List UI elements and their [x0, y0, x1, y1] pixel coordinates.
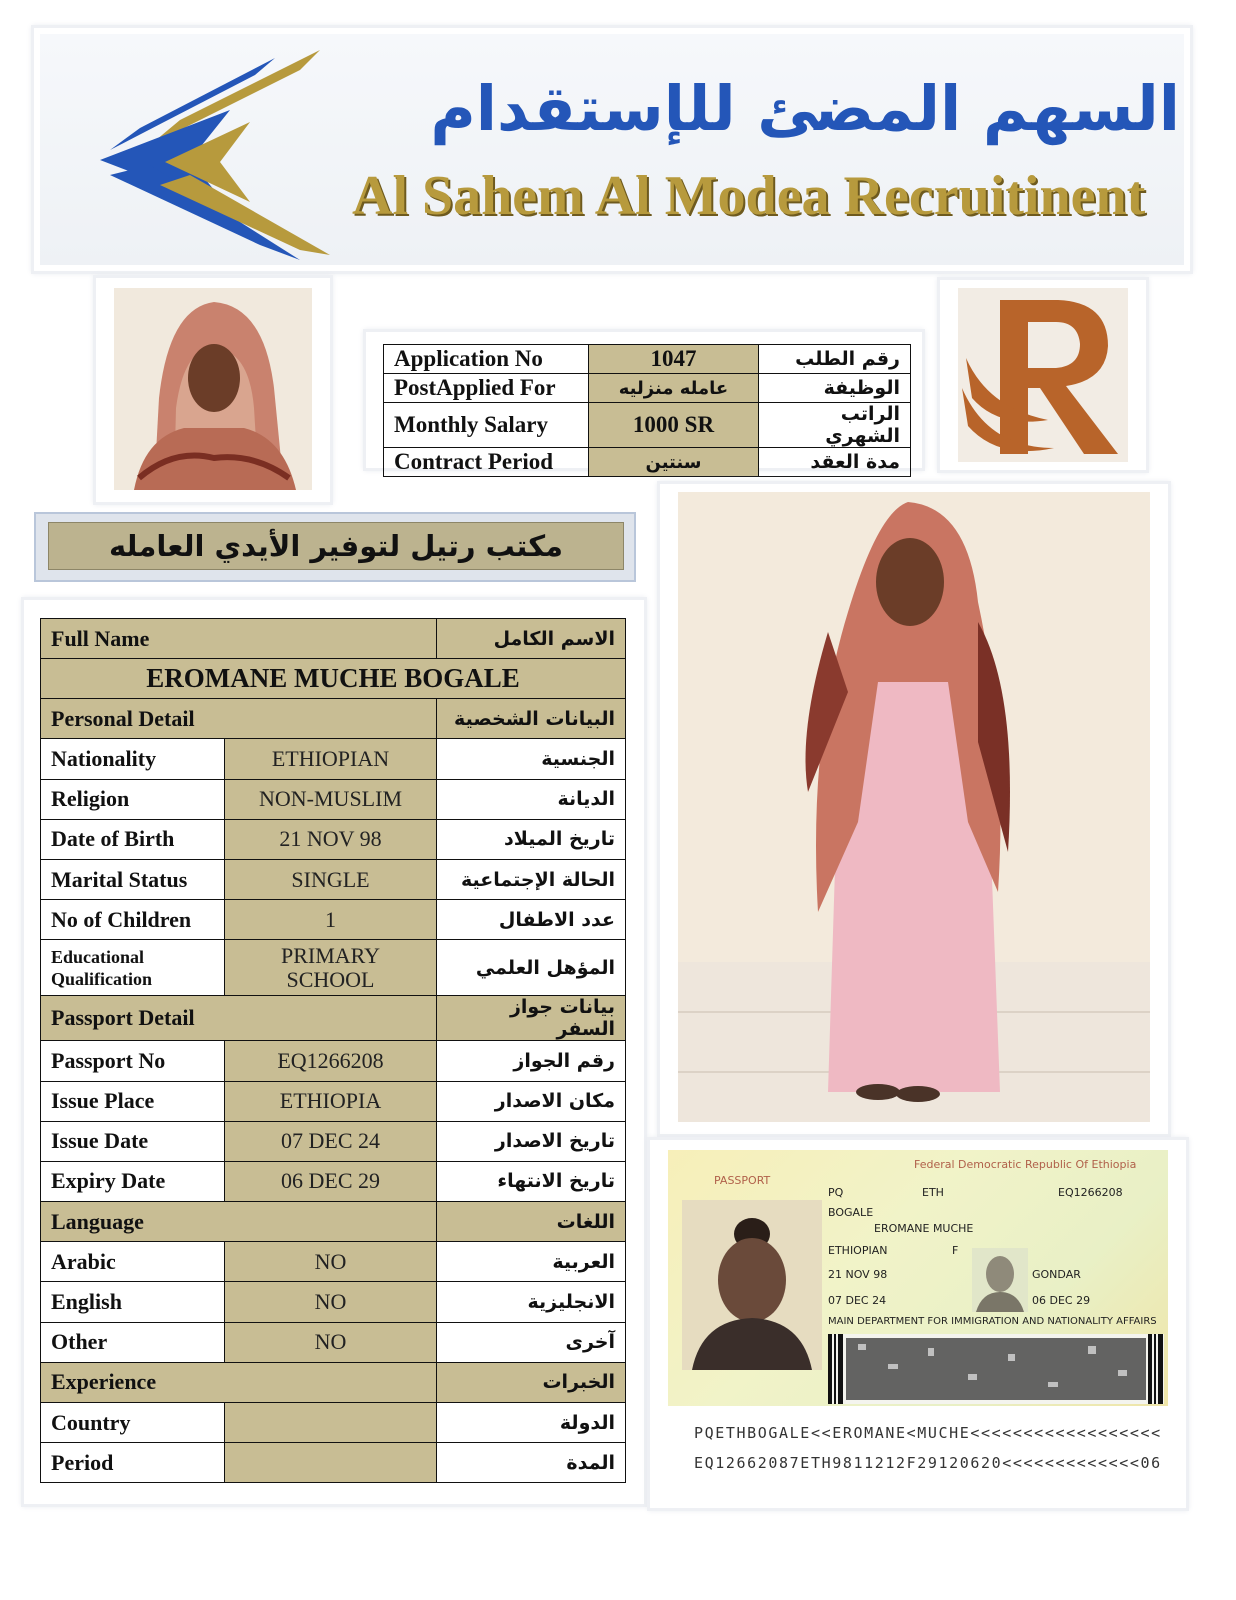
- row-label: Nationality: [41, 739, 225, 779]
- section-header-language: [41, 1202, 626, 1242]
- education-value-line1: PRIMARY: [280, 942, 381, 968]
- row-arabic-label: تاريخ الميلاد: [437, 819, 626, 859]
- section-label: Passport Detail: [41, 996, 437, 1041]
- section-arabic-label: بيانات جواز السفر: [437, 996, 626, 1041]
- issue-date-value: 07 DEC 24: [225, 1121, 437, 1161]
- row-label: Passport No: [41, 1041, 225, 1081]
- full-body-photo-frame: [660, 484, 1168, 1134]
- table-row: [41, 1443, 626, 1483]
- section-header-passport: [41, 996, 626, 1041]
- table-row: [41, 1403, 626, 1443]
- table-row: [41, 739, 626, 779]
- application-table: [383, 344, 911, 477]
- passport-surname: BOGALE: [828, 1206, 874, 1219]
- row-label: PostApplied For: [384, 374, 589, 403]
- office-name-banner: [34, 512, 636, 582]
- table-row: [41, 1282, 626, 1322]
- passport-doc-label: PASSPORT: [714, 1174, 771, 1187]
- passport-authority: MAIN DEPARTMENT FOR IMMIGRATION AND NATIONALITY AFFAIRS: [828, 1316, 1157, 1327]
- worker-details-table: [40, 618, 626, 1483]
- date-of-birth-value: 21 NOV 98: [225, 819, 437, 859]
- r-logo-icon: [958, 288, 1128, 462]
- passport-given-name: EROMANE MUCHE: [874, 1222, 974, 1235]
- language-arabic-value: NO: [225, 1242, 437, 1282]
- row-arabic-label: الراتب الشهري: [759, 403, 911, 448]
- row-arabic-label: تاريخ الانتهاء: [437, 1161, 626, 1201]
- row-label: English: [41, 1282, 225, 1322]
- row-arabic-label: رقم الجواز: [437, 1041, 626, 1081]
- education-label-line1: Educational: [51, 946, 145, 967]
- portrait-photo-frame: [96, 278, 330, 502]
- row-label: Marital Status: [41, 859, 225, 899]
- language-english-value: NO: [225, 1282, 437, 1322]
- row-arabic-label: الوظيفة: [759, 374, 911, 403]
- table-row: [41, 779, 626, 819]
- section-arabic-label: البيانات الشخصية: [437, 699, 626, 739]
- table-row: [384, 345, 911, 374]
- row-arabic-label: المؤهل العلمي: [437, 940, 626, 996]
- table-row: [41, 900, 626, 940]
- passport-country-header: Federal Democratic Republic Of Ethiopia: [914, 1158, 1137, 1171]
- full-name-header-row: [41, 619, 626, 659]
- portrait-photo: [114, 288, 312, 490]
- full-name-arabic-label: الاسم الكامل: [437, 619, 626, 659]
- section-arabic-label: الخبرات: [437, 1362, 626, 1402]
- row-label: Application No: [384, 345, 589, 374]
- passport-type: PQ: [828, 1186, 844, 1199]
- row-arabic-label: الانجليزية: [437, 1282, 626, 1322]
- passport-date-of-expiry: 06 DEC 29: [1032, 1294, 1091, 1307]
- education-label: [41, 940, 225, 996]
- section-label: Language: [41, 1202, 437, 1242]
- row-label: No of Children: [41, 900, 225, 940]
- full-name-value: EROMANE MUCHE BOGALE: [41, 659, 626, 699]
- marital-status-value: SINGLE: [225, 859, 437, 899]
- row-arabic-label: رقم الطلب: [759, 345, 911, 374]
- row-arabic-label: الجنسية: [437, 739, 626, 779]
- row-label: Date of Birth: [41, 819, 225, 859]
- row-label: Contract Period: [384, 448, 589, 477]
- row-label: Period: [41, 1443, 225, 1483]
- language-other-value: NO: [225, 1322, 437, 1362]
- table-row: [41, 1041, 626, 1081]
- children-value: 1: [225, 900, 437, 940]
- passport-sex: F: [952, 1244, 959, 1257]
- full-body-photo: [678, 492, 1150, 1122]
- passport-ghost-photo: [972, 1248, 1028, 1312]
- row-label: Issue Place: [41, 1081, 225, 1121]
- section-label: Personal Detail: [41, 699, 437, 739]
- arrow-logo-icon: [70, 50, 340, 260]
- passport-mrz-line2: EQ12662087ETH9811212F29120620<<<<<<<<<<<<<06: [694, 1454, 1162, 1472]
- passport-number: EQ1266208: [1058, 1186, 1123, 1199]
- row-label: Other: [41, 1322, 225, 1362]
- contract-period-value: سنتين: [589, 448, 759, 477]
- table-row: [41, 819, 626, 859]
- row-arabic-label: العربية: [437, 1242, 626, 1282]
- nationality-value: ETHIOPIAN: [225, 739, 437, 779]
- passport-country-code: ETH: [922, 1186, 944, 1199]
- table-row: [384, 374, 911, 403]
- passport-date-of-birth: 21 NOV 98: [828, 1268, 888, 1281]
- section-label: Experience: [41, 1362, 437, 1402]
- office-name: مكتب رتيل لتوفير الأيدي العامله: [48, 522, 624, 570]
- row-label: Expiry Date: [41, 1161, 225, 1201]
- table-row: [41, 1081, 626, 1121]
- post-applied-value: عامله منزليه: [589, 374, 759, 403]
- passport-holder-photo: [682, 1200, 822, 1370]
- passport-date-of-issue: 07 DEC 24: [828, 1294, 887, 1307]
- company-english-title: Al Sahem Al Modea Recruitinent: [352, 165, 1146, 227]
- passport-barcode: [828, 1334, 1164, 1404]
- table-row: [384, 448, 911, 477]
- passport-place-of-birth: GONDAR: [1032, 1268, 1081, 1281]
- application-number: 1047: [589, 345, 759, 374]
- section-header-personal: [41, 699, 626, 739]
- row-arabic-label: تاريخ الاصدار: [437, 1121, 626, 1161]
- passport-scan-frame: [650, 1140, 1186, 1508]
- row-arabic-label: الديانة: [437, 779, 626, 819]
- row-arabic-label: مدة العقد: [759, 448, 911, 477]
- education-value-line2: SCHOOL: [286, 966, 375, 992]
- passport-number-value: EQ1266208: [225, 1041, 437, 1081]
- passport-nationality: ETHIOPIAN: [828, 1244, 888, 1257]
- row-arabic-label: الدولة: [437, 1403, 626, 1443]
- table-row: [41, 1242, 626, 1282]
- table-row: [41, 1322, 626, 1362]
- expiry-date-value: 06 DEC 29: [225, 1161, 437, 1201]
- full-name-label: Full Name: [41, 619, 437, 659]
- row-arabic-label: مكان الاصدار: [437, 1081, 626, 1121]
- agency-logo-frame: [940, 280, 1146, 470]
- header-banner: [34, 28, 1190, 271]
- row-label: Issue Date: [41, 1121, 225, 1161]
- application-info-box: [366, 332, 922, 474]
- row-label: Country: [41, 1403, 225, 1443]
- experience-period-value: [225, 1443, 437, 1483]
- religion-value: NON-MUSLIM: [225, 779, 437, 819]
- issue-place-value: ETHIOPIA: [225, 1081, 437, 1121]
- table-row: [41, 859, 626, 899]
- row-label: Religion: [41, 779, 225, 819]
- table-row: [41, 1161, 626, 1201]
- passport-data-page: [668, 1150, 1168, 1406]
- table-row: [384, 403, 911, 448]
- education-value: [225, 940, 437, 996]
- row-arabic-label: الحالة الإجتماعية: [437, 859, 626, 899]
- education-label-line2: Qualification: [51, 968, 153, 989]
- row-label: Monthly Salary: [384, 403, 589, 448]
- company-arabic-title: السهم المضئ للإستقدام: [430, 72, 1180, 145]
- row-arabic-label: آخرى: [437, 1322, 626, 1362]
- passport-mrz-line1: PQETHBOGALE<<EROMANE<MUCHE<<<<<<<<<<<<<<<<<<: [694, 1424, 1162, 1442]
- table-row: [41, 1121, 626, 1161]
- details-frame: [24, 600, 644, 1504]
- row-arabic-label: المدة: [437, 1443, 626, 1483]
- experience-country-value: [225, 1403, 437, 1443]
- full-name-row: [41, 659, 626, 699]
- monthly-salary-value: 1000 SR: [589, 403, 759, 448]
- row-arabic-label: عدد الاطفال: [437, 900, 626, 940]
- section-arabic-label: اللغات: [437, 1202, 626, 1242]
- table-row: [41, 940, 626, 996]
- row-label: Arabic: [41, 1242, 225, 1282]
- section-header-experience: [41, 1362, 626, 1402]
